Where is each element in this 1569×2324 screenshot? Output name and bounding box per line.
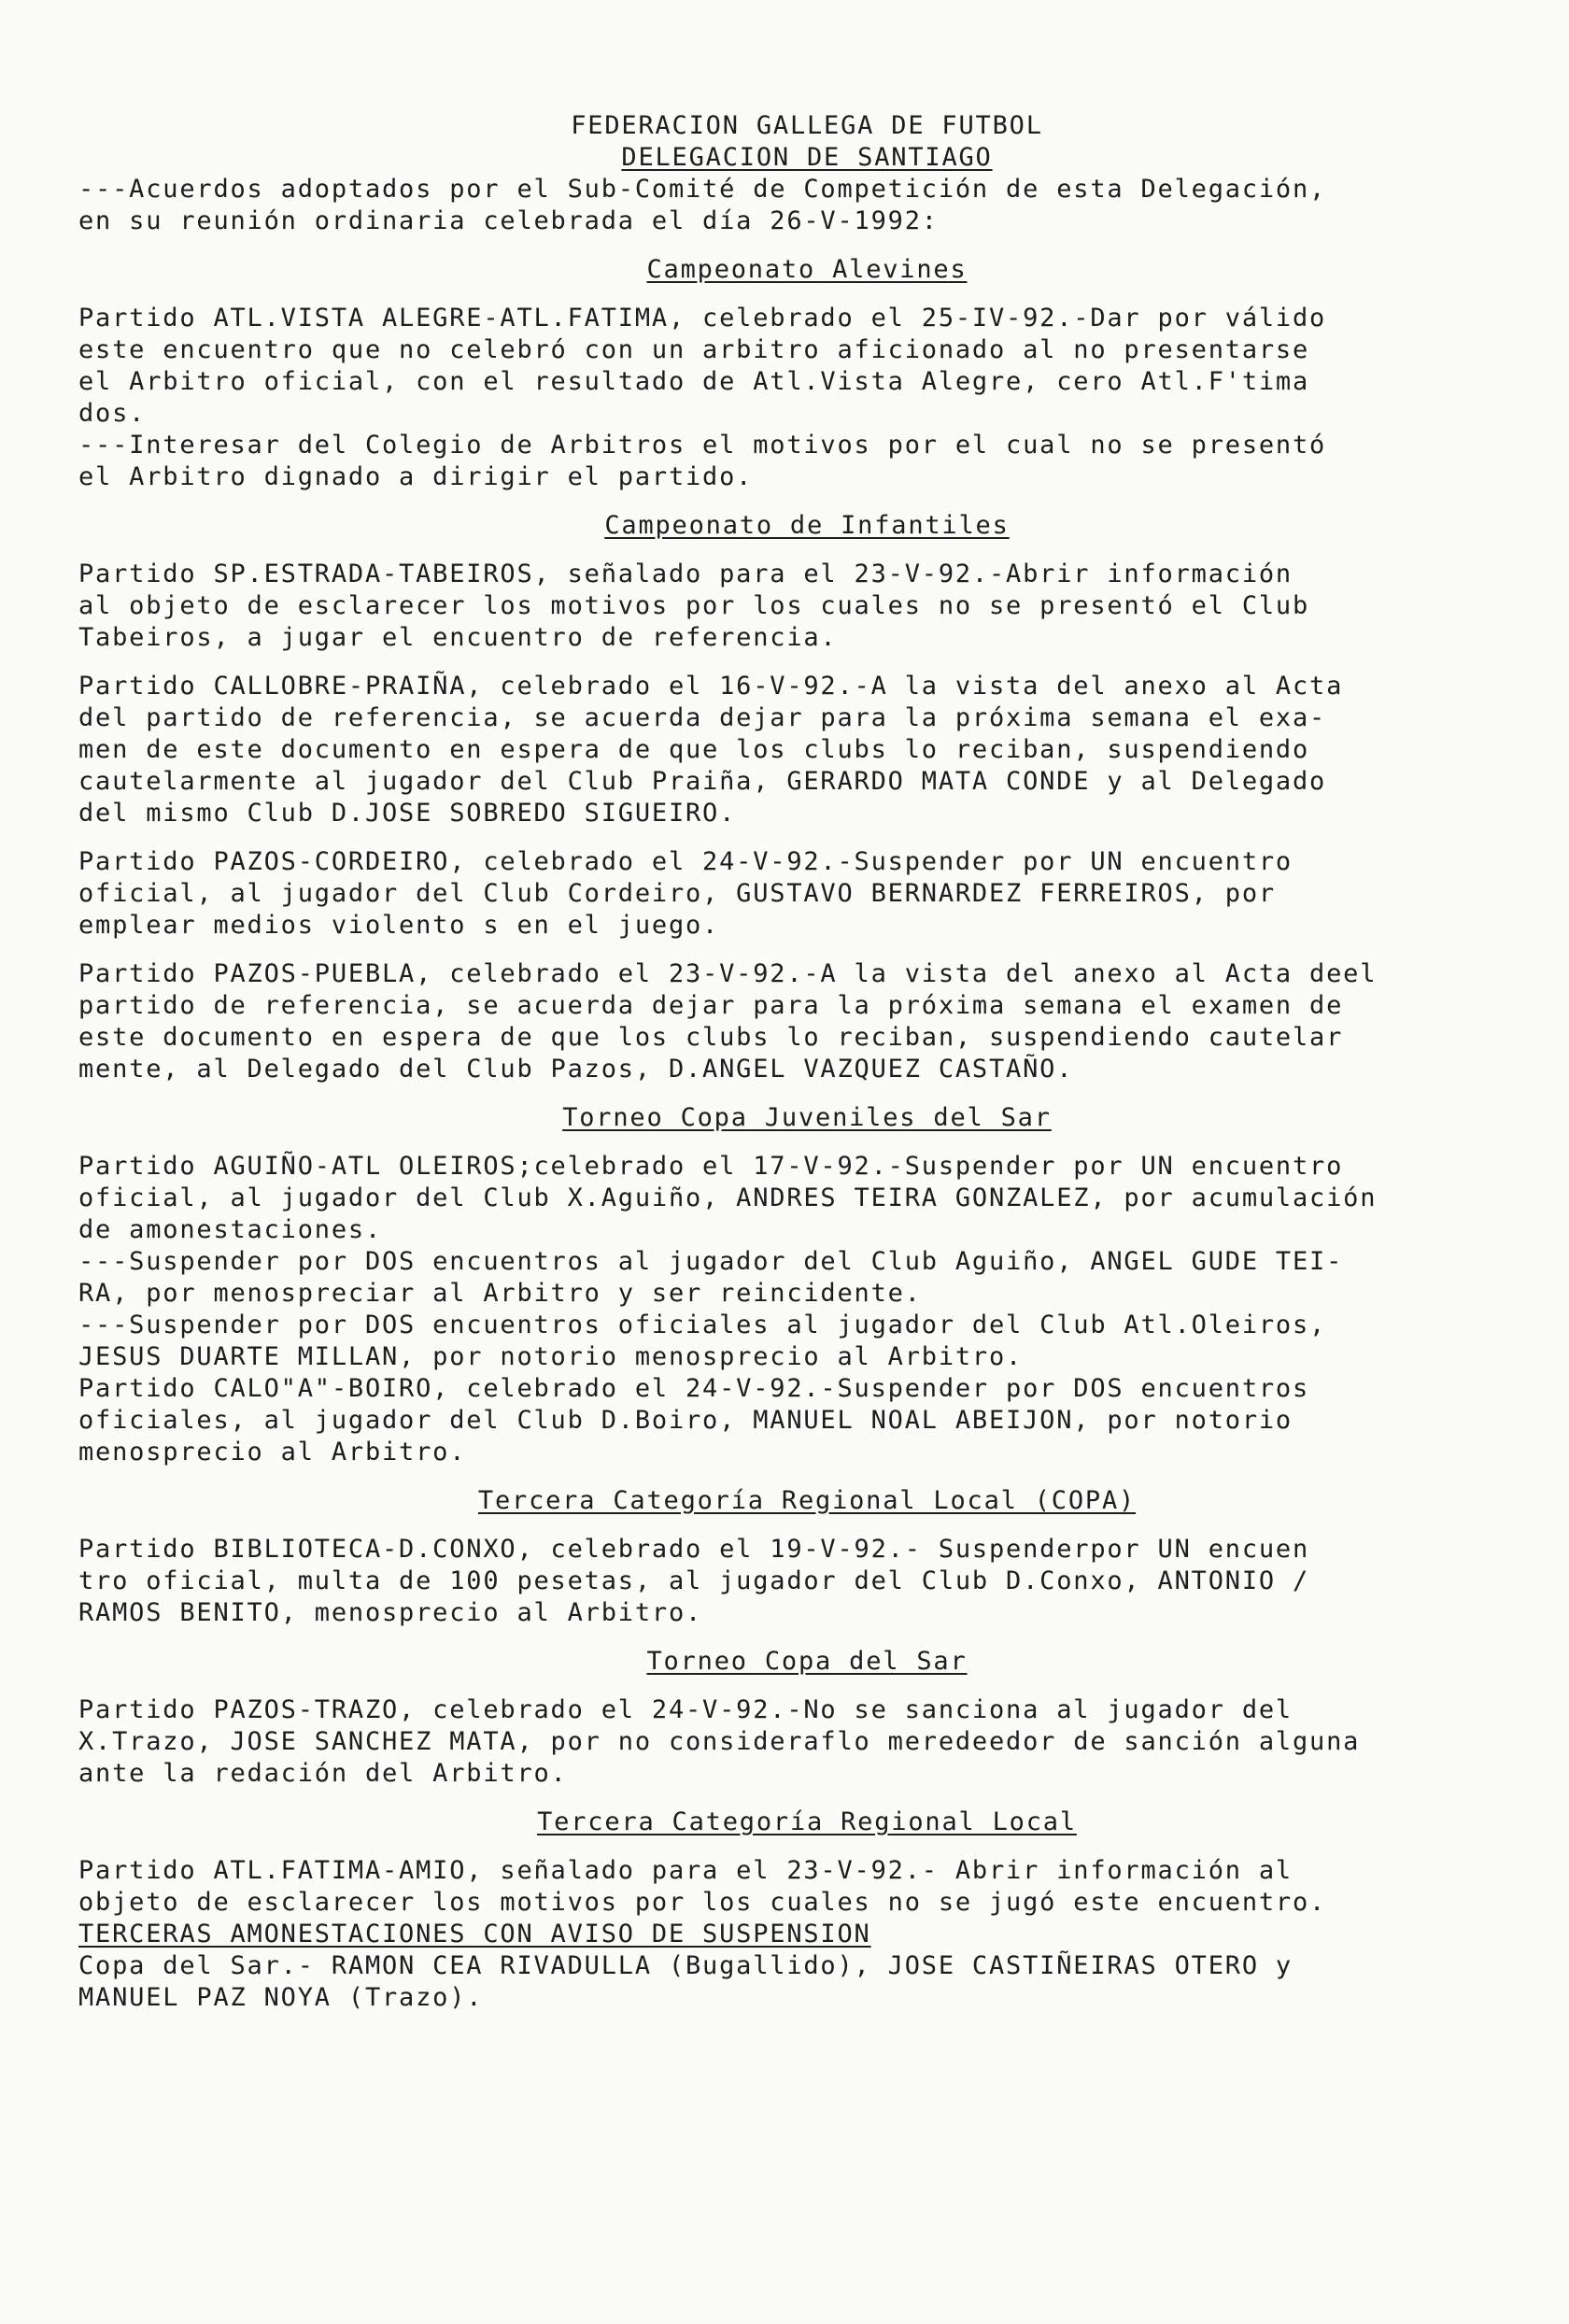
paragraph bbox=[78, 1534, 1535, 1629]
text-line: menosprecio al Arbitro. bbox=[78, 1438, 467, 1467]
paragraph bbox=[78, 958, 1535, 1085]
paragraph bbox=[78, 671, 1535, 829]
footer-title: TERCERAS AMONESTACIONES CON AVISO DE SUSPENSION bbox=[78, 1920, 871, 1948]
text-line: de amonestaciones. bbox=[78, 1215, 382, 1244]
header-federation: FEDERACION GALLEGA DE FUTBOL bbox=[571, 111, 1043, 140]
text-line: ---Suspender por DOS encuentros oficiales al jugador del Club Atl.Oleiros, bbox=[78, 1311, 1327, 1339]
paragraph bbox=[78, 1373, 1535, 1468]
text-line: este encuentro que no celebró con un arbitro aficionado al no presentarse bbox=[78, 335, 1310, 364]
section-title-infantiles: Campeonato de Infantiles bbox=[604, 511, 1010, 540]
text-line: oficiales, al jugador del Club D.Boiro, MANUEL NOAL ABEIJON, por notorio bbox=[78, 1406, 1293, 1435]
intro-line: ---Acuerdos adoptados por el Sub-Comité de Competición de esta Delegación, bbox=[78, 175, 1327, 204]
text-line: Partido ATL.FATIMA-AMIO, señalado para el 23-V-92.- Abrir información al bbox=[78, 1856, 1293, 1885]
paragraph bbox=[78, 1151, 1535, 1373]
paragraph bbox=[78, 303, 1535, 430]
text-line: tro oficial, multa de 100 pesetas, al jugador del Club D.Conxo, ANTONIO / bbox=[78, 1566, 1310, 1595]
text-line: el Arbitro dignado a dirigir el partido. bbox=[78, 462, 754, 491]
text-line: emplear medios violento s en el juego. bbox=[78, 911, 720, 940]
section-title-alevines: Campeonato Alevines bbox=[646, 255, 968, 284]
text-line: el Arbitro oficial, con el resultado de Atl.Vista Alegre, cero Atl.F'tima bbox=[78, 367, 1310, 396]
section-title-tercera-local: Tercera Categoría Regional Local bbox=[537, 1807, 1077, 1836]
text-line: cautelarmente al jugador del Club Praiña, GERARDO MATA CONDE y al Delegado bbox=[78, 767, 1327, 796]
text-line: RAMOS BENITO, menosprecio al Arbitro. bbox=[78, 1598, 703, 1627]
text-line: Partido CALO"A"-BOIRO, celebrado el 24-V-92.-Suspender por DOS encuentros bbox=[78, 1374, 1310, 1403]
text-line: ---Interesar del Colegio de Arbitros el motivos por el cual no se presentó bbox=[78, 431, 1327, 460]
section-title-copa-sar: Torneo Copa del Sar bbox=[646, 1647, 968, 1676]
section-title-juveniles-sar: Torneo Copa Juveniles del Sar bbox=[562, 1103, 1052, 1132]
text-line: Partido ATL.VISTA ALEGRE-ATL.FATIMA, celebrado el 25-IV-92.-Dar por válido bbox=[78, 304, 1327, 333]
text-line: del mismo Club D.JOSE SOBREDO SIGUEIRO. bbox=[78, 799, 737, 828]
text-line: RA, por menospreciar al Arbitro y ser reincidente. bbox=[78, 1279, 922, 1308]
text-line: Partido BIBLIOTECA-D.CONXO, celebrado el 19-V-92.- Suspenderpor UN encuen bbox=[78, 1535, 1310, 1564]
text-line: Partido PAZOS-TRAZO, celebrado el 24-V-92.-No se sanciona al jugador del bbox=[78, 1695, 1293, 1724]
text-line: ---Suspender por DOS encuentros al jugador del Club Aguiño, ANGEL GUDE TEI- bbox=[78, 1247, 1344, 1276]
footer-line: Copa del Sar.- RAMON CEA RIVADULLA (Bugallido), JOSE CASTIÑEIRAS OTERO y bbox=[78, 1951, 1293, 1980]
document-body bbox=[78, 110, 1535, 2014]
text-line: al objeto de esclarecer los motivos por los cuales no se presentó el Club bbox=[78, 591, 1310, 620]
text-line: ante la redación del Arbitro. bbox=[78, 1759, 568, 1788]
footer-line: MANUEL PAZ NOYA (Trazo). bbox=[78, 1983, 484, 2012]
header-delegation: DELEGACION DE SANTIAGO bbox=[621, 143, 993, 172]
paragraph bbox=[78, 1694, 1535, 1790]
text-line: Partido PAZOS-CORDEIRO, celebrado el 24-V-92.-Suspender por UN encuentro bbox=[78, 847, 1293, 876]
text-line: Partido AGUIÑO-ATL OLEIROS;celebrado el 17-V-92.-Suspender por UN encuentro bbox=[78, 1152, 1344, 1181]
text-line: objeto de esclarecer los motivos por los cuales no se jugó este encuentro. bbox=[78, 1888, 1327, 1917]
text-line: X.Trazo, JOSE SANCHEZ MATA, por no consideraflo meredeedor de sanción alguna bbox=[78, 1727, 1361, 1756]
section-title-tercera-copa: Tercera Categoría Regional Local (COPA) bbox=[477, 1486, 1137, 1515]
text-line: del partido de referencia, se acuerda dejar para la próxima semana el exa- bbox=[78, 703, 1327, 732]
text-line: oficial, al jugador del Club X.Aguiño, ANDRES TEIRA GONZALEZ, por acumulación bbox=[78, 1183, 1378, 1212]
text-line: oficial, al jugador del Club Cordeiro, GUSTAVO BERNARDEZ FERREIROS, por bbox=[78, 879, 1276, 908]
paragraph bbox=[78, 1855, 1535, 1919]
text-line: Partido CALLOBRE-PRAIÑA, celebrado el 16-V-92.-A la vista del anexo al Acta bbox=[78, 672, 1344, 701]
text-line: mente, al Delegado del Club Pazos, D.ANGEL VAZQUEZ CASTAÑO. bbox=[78, 1055, 1074, 1084]
intro-line: en su reunión ordinaria celebrada el día 26-V-1992: bbox=[78, 206, 939, 235]
text-line: Partido PAZOS-PUEBLA, celebrado el 23-V-92.-A la vista del anexo al Acta deel bbox=[78, 959, 1378, 988]
text-line: dos. bbox=[78, 399, 147, 428]
text-line: Tabeiros, a jugar el encuentro de referencia. bbox=[78, 623, 838, 652]
text-line: men de este documento en espera de que los clubs lo reciban, suspendiendo bbox=[78, 735, 1310, 764]
text-line: este documento en espera de que los clubs lo reciban, suspendiendo cautelar bbox=[78, 1023, 1344, 1052]
text-line: Partido SP.ESTRADA-TABEIROS, señalado para el 23-V-92.-Abrir información bbox=[78, 560, 1293, 588]
paragraph bbox=[78, 559, 1535, 654]
paragraph bbox=[78, 846, 1535, 942]
text-line: JESUS DUARTE MILLAN, por notorio menosprecio al Arbitro. bbox=[78, 1342, 1024, 1371]
paragraph bbox=[78, 430, 1535, 493]
text-line: partido de referencia, se acuerda dejar para la próxima semana el examen de bbox=[78, 991, 1344, 1020]
